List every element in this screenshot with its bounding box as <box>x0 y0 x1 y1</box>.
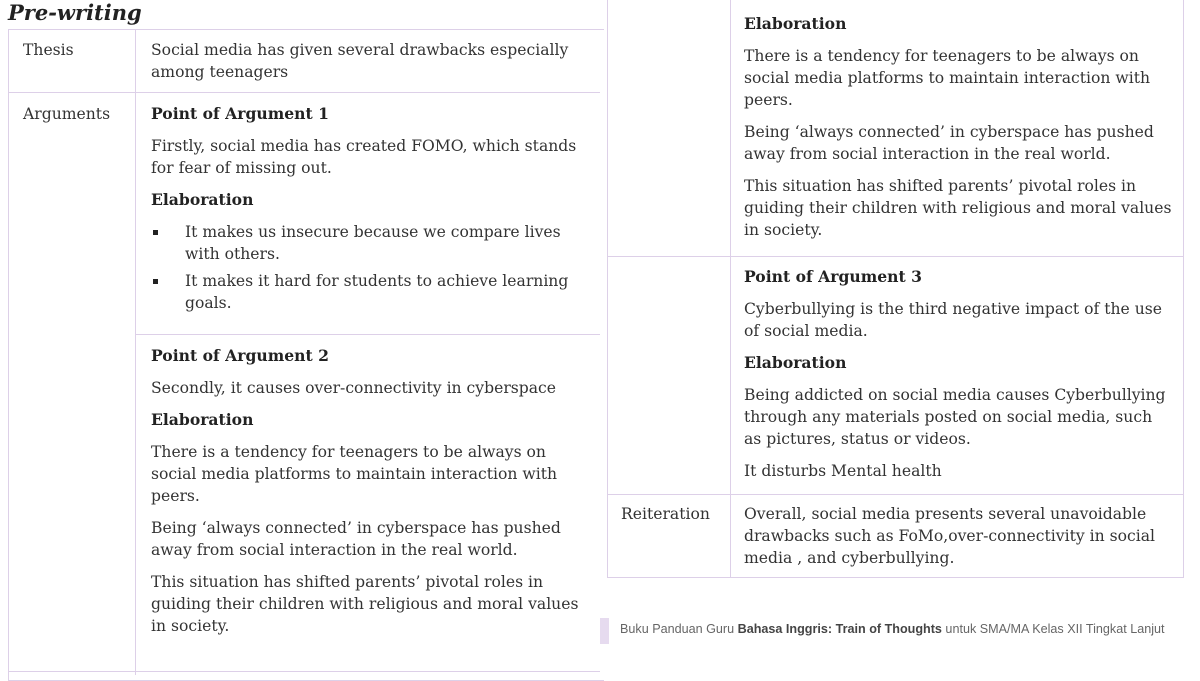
left-table-bottom <box>8 671 600 672</box>
thesis-text: Social media has given several drawbacks especially among teenagers <box>151 41 569 81</box>
argument-3-para-1: Being addicted on social media causes Cyberbullying through any materials posted on social media, such as pictures, status or videos. <box>744 386 1166 448</box>
continued-elaboration-title: Elaboration <box>744 14 847 33</box>
right-row-divider-arg3 <box>607 256 1184 257</box>
footer-marker <box>600 618 609 644</box>
left-row-divider-thesis <box>8 92 600 93</box>
reiteration-label: Reiteration <box>621 505 710 523</box>
argument-3-para-2: It disturbs Mental health <box>744 462 942 480</box>
argument-2-block <box>151 345 591 647</box>
argument-1-elaboration-title: Elaboration <box>151 190 254 209</box>
argument-1-block <box>151 103 594 319</box>
argument-2-title: Point of Argument 2 <box>151 346 329 365</box>
argument-3-block <box>744 266 1174 492</box>
footer-citation <box>620 622 1165 636</box>
list-item: It makes it hard for students to achieve learning goals. <box>151 270 594 314</box>
argument-2-para-3: This situation has shifted parents’ pivotal roles in guiding their children with religious and moral values in society. <box>151 573 579 635</box>
argument-2-text: Secondly, it causes over-connectivity in cyberspace <box>151 379 557 397</box>
argument-3-elaboration-title: Elaboration <box>744 353 847 372</box>
argument-1-title: Point of Argument 1 <box>151 104 329 123</box>
continued-elaboration-block <box>744 13 1174 251</box>
reiteration-text: Overall, social media presents several unavoidable drawbacks such as FoMo,over-connectivity in social media , and cyberbullying. <box>744 505 1155 567</box>
left-row-divider-arg2 <box>135 334 600 335</box>
argument-2-elaboration-title: Elaboration <box>151 410 254 429</box>
footer-book-title: Bahasa Inggris: Train of Thoughts <box>737 622 942 636</box>
continued-elaboration-para-2: Being ‘always connected’ in cyberspace has pushed away from social interaction in the real world. <box>744 123 1154 163</box>
arguments-label: Arguments <box>23 105 111 123</box>
argument-1-text: Firstly, social media has created FOMO, which stands for fear of missing out. <box>151 137 577 177</box>
right-column-divider <box>730 0 731 577</box>
argument-2-para-2: Being ‘always connected’ in cyberspace has pushed away from social interaction in the real world. <box>151 519 561 559</box>
left-column-divider <box>135 29 136 675</box>
footer-suffix: untuk SMA/MA Kelas XII Tingkat Lanjut <box>941 622 1165 636</box>
page-heading: Pre-writing <box>8 0 142 25</box>
continued-elaboration-para-3: This situation has shifted parents’ pivotal roles in guiding their children with religious and moral values in society. <box>744 177 1172 239</box>
continued-elaboration-para-1: There is a tendency for teenagers to be always on social media platforms to maintain interaction with peers. <box>744 47 1151 109</box>
argument-1-bullet-list <box>151 221 594 314</box>
argument-3-text: Cyberbullying is the third negative impact of the use of social media. <box>744 300 1163 340</box>
footer-prefix: Buku Panduan Guru <box>620 622 738 636</box>
argument-2-para-1: There is a tendency for teenagers to be always on social media platforms to maintain interaction with peers. <box>151 443 558 505</box>
right-row-divider-reiteration <box>607 494 1184 495</box>
thesis-label: Thesis <box>23 41 74 59</box>
list-item: It makes us insecure because we compare lives with others. <box>151 221 594 265</box>
argument-3-title: Point of Argument 3 <box>744 267 922 286</box>
